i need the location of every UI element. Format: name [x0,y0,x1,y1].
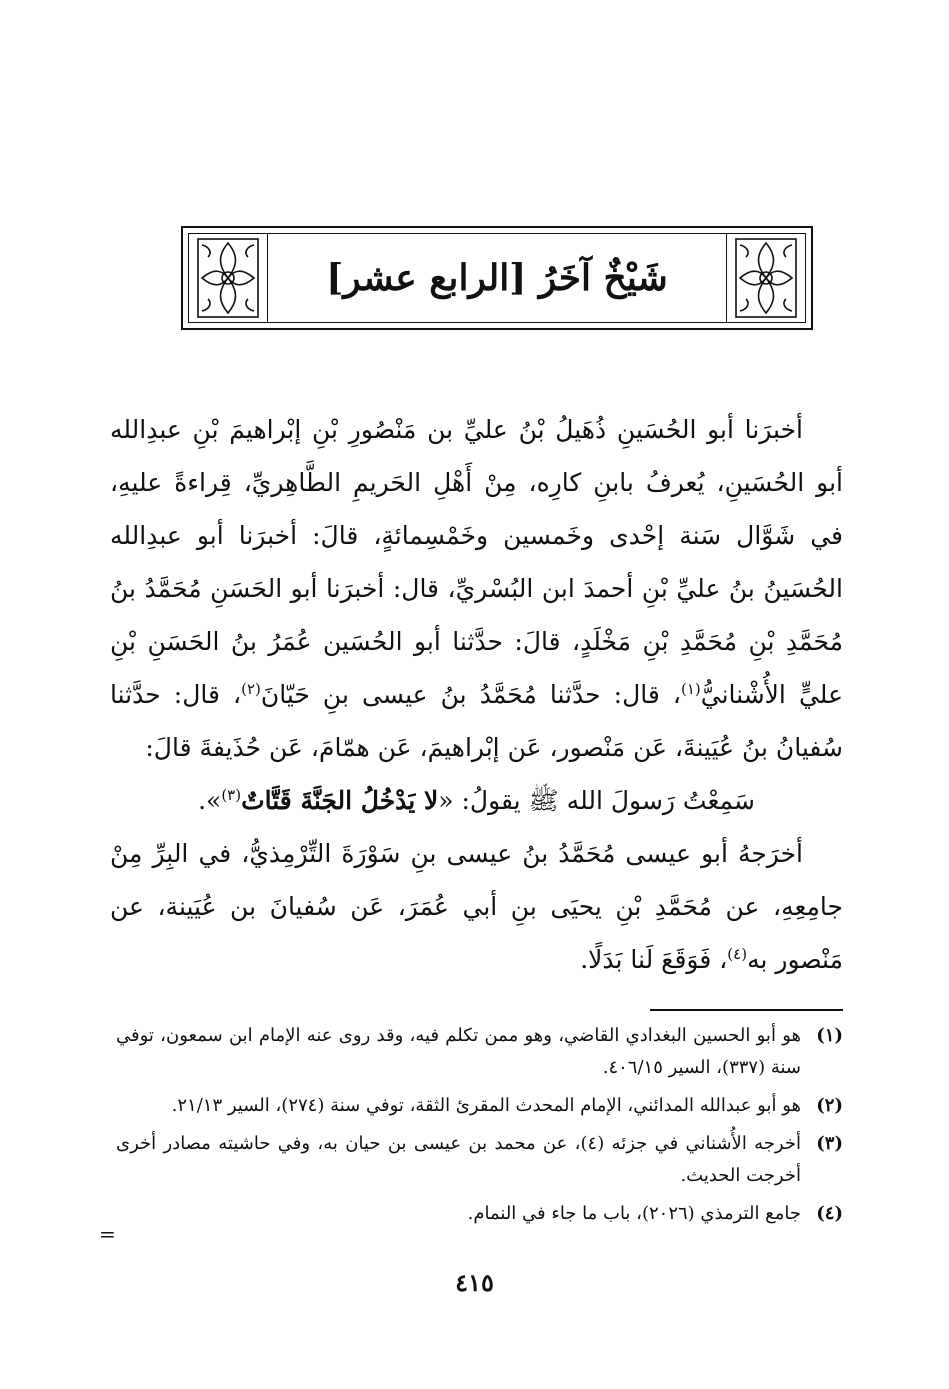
right-ornament-icon [727,234,805,322]
footnote [116,1198,843,1230]
title-inner-border [188,233,806,323]
isnad-text-3: ، قال: حدَّثنا سُفيانُ بنُ عُيَينةَ، عَن مَنْصور، عَن إبْراهيمَ، عَن همّامَ، عَن حُذَيفةَ قالَ: [110,680,843,762]
isnad-text-2: ، قال: حدَّثنا مُحَمَّدُ بنُ عيسى بنِ حَيّانَ [260,680,681,709]
continuation-mark: = [99,1222,116,1246]
hadith-intro: سَمِعْتُ رَسولَ الله ﷺ يقولُ: « [438,786,755,815]
left-ornament-icon [189,234,267,322]
footnote-text: أخرجه الأُشناني في جزئه (٤)، عن محمد بن عيسى بن حيان به، وفي حاشيته مصادر أخرى أخرجت الحديث. [116,1133,801,1186]
footnote-number: (٢) [816,1095,843,1116]
takhrij-paragraph [110,827,843,986]
footnote-text: هو أبو عبدالله المدائني، الإمام المحدث المقرئ الثقة، توفي سنة (٢٧٤)، السير ٢١/١٣. [171,1095,801,1116]
footnote-text: جامع الترمذي (٢٠٢٦)، باب ما جاء في النمام. [467,1203,801,1224]
page-number: ٤١٥ [455,1268,494,1297]
hadith-text: لا يَدْخُلُ الجَنَّةَ قَتَّاتٌ [241,786,439,815]
isnad-text-1: أخبرَنا أبو الحُسَينِ ذُهَيلُ بْنُ عليِّ بن مَنْصُورِ بْنِ إبْراهيمَ بْنِ عبدِالله أبو الحُسَينِ، يُعرفُ بابنِ كارِه، مِنْ أَهْلِ الحَريمِ الطَّاهِريِّ، قِراءةً عليهِ، في شَوَّال سَنة إحْدى وخَمسين وخَمْسِمائةٍ، قالَ: أخبرَنا أبو عبدِالله الحُسَينُ بنُ عليِّ بْنِ أحمدَ ابن البُسْريِّ، قال: أخبرَنا أبو الحَسَنِ مُحَمَّدُ بنُ مُحَمَّدِ بْنِ مُحَمَّدِ بْنِ مَخْلَدٍ، قالَ: حدَّثنا أبو الحُسَين عُمَرُ بنُ الحَسَنِ بْنِ عليٍّ الأُشْنانيُّ [110,415,843,709]
chapter-title-frame [181,226,813,330]
footnote-number: (١) [816,1025,843,1046]
footnote-number: (٤) [816,1203,843,1224]
footnote-number: (٣) [816,1133,843,1154]
takhrij-text: أخرَجهُ أبو عيسى مُحَمَّدُ بنُ عيسى بنِ سَوْرَةَ التِّرْمِذيُّ، في البِرِّ مِنْ جامِعِهِ، عن مُحَمَّدِ بْنِ يحيَى بنِ أبي عُمَرَ، عَن سُفيانَ بن عُيَينة، عن مَنْصور به [110,839,843,974]
title-box [267,234,727,322]
footnote-text: هو أبو الحسين البغدادي القاضي، وهو ممن تكلم فيه، وقد روى عنه الإمام ابن سمعون، توفي سنة (٣٣٧)، السير ٤٠٦/١٥. [116,1025,801,1078]
footnote [116,1090,843,1122]
footnote-separator [650,1009,843,1011]
footnotes [116,1020,843,1236]
footnote [116,1128,843,1192]
footnote-ref-3[interactable]: (٣) [221,786,242,804]
hadith-paragraph [110,774,843,827]
hadith-end: ». [198,786,222,815]
footnote-ref-2[interactable]: (٢) [241,680,261,698]
chapter-title: شَيْخٌ آخَرُ [الرابع عشر] [326,257,668,299]
footnote-ref-1[interactable]: (١) [680,680,701,698]
footnote-ref-4[interactable]: (٤) [727,945,748,963]
isnad-paragraph [110,403,843,774]
footnote [116,1020,843,1084]
main-text [110,403,843,986]
takhrij-end: ، فَوَقَعَ لَنا بَدَلًا. [580,945,728,974]
